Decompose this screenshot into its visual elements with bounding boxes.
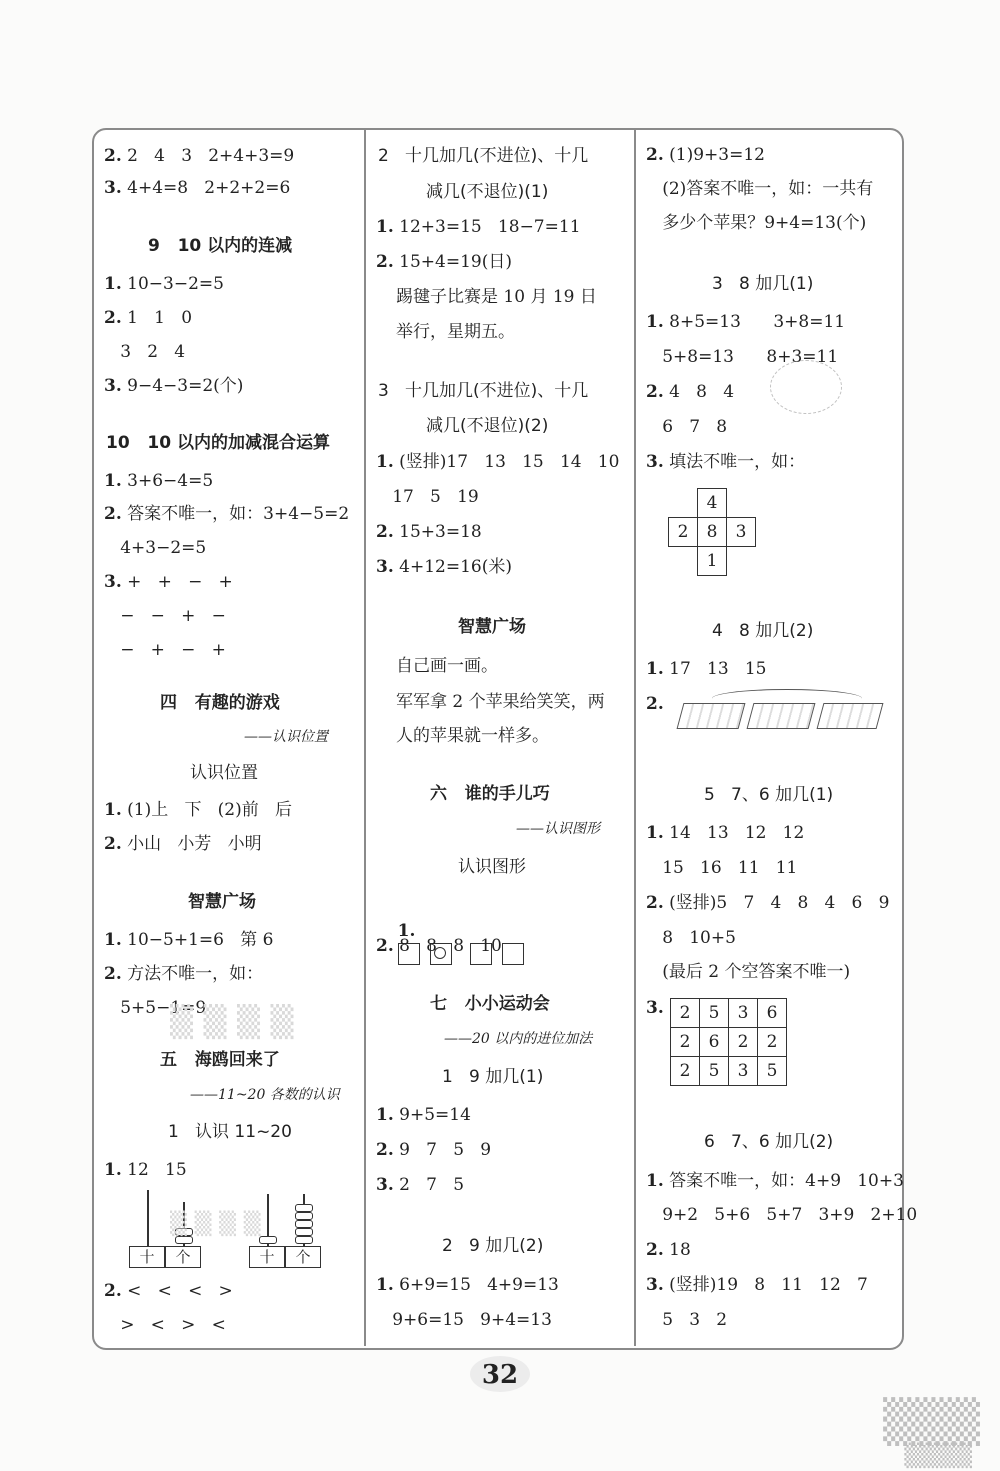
section-title: 智慧广场 <box>188 892 256 912</box>
answer-line: 6 7 8 <box>646 417 728 437</box>
answer-line: 2. <box>646 694 664 714</box>
grid-cell: 2 <box>671 999 700 1028</box>
answer-line: 多少个苹果？9+4=13(个) <box>646 213 867 233</box>
lesson-heading: 3 8 加几(1) <box>712 274 814 294</box>
lesson-heading: 1 9 加几(1) <box>442 1067 544 1087</box>
lesson-heading: 9 10 以内的连减 <box>148 236 293 256</box>
column-divider <box>634 128 636 1346</box>
unit-subtitle: ——20 以内的进位加法 <box>444 1031 593 1047</box>
answer-line: 2. 小山 小芳 小明 <box>104 834 262 854</box>
answer-line: 5+5−1=9 <box>104 998 207 1018</box>
answer-line: (最后 2 个空答案不唯一) <box>646 962 851 982</box>
grid-cell: 4 <box>698 489 727 518</box>
grid-cell: 3 <box>729 999 758 1028</box>
answer-line: 17 5 19 <box>376 487 479 507</box>
answer-line: 2. 答案不唯一，如：3+4−5=2 <box>104 504 350 524</box>
grid-cell: 3 <box>729 1057 758 1086</box>
lesson-heading: 4 8 加几(2) <box>712 621 814 641</box>
answer-line: 1. 12 15 <box>104 1160 187 1180</box>
answer-line: 2. 1 1 0 <box>104 308 193 328</box>
answer-line: 3. 4+12=16(米) <box>376 557 512 577</box>
answer-line: 1. (竖排)17 13 15 14 10 <box>376 452 620 472</box>
answer-line: 人的苹果就一样多。 <box>396 726 549 746</box>
answer-line: 5+8=13 8+3=11 <box>646 347 839 367</box>
grid-cell: 2 <box>671 1057 700 1086</box>
ones-label: 个 <box>165 1246 201 1268</box>
lesson-heading: 6 7、6 加几(2) <box>704 1132 834 1152</box>
ones-label: 个 <box>285 1246 321 1268</box>
answer-line: 8 10+5 <box>646 928 736 948</box>
answer-line: 2. 4 8 4 <box>646 382 735 402</box>
lesson-heading: 5 7、6 加几(1) <box>704 785 834 805</box>
answer-line: 举行，星期五。 <box>396 322 515 342</box>
answer-line: 3. + + − + <box>104 572 233 592</box>
lesson-heading: 10 10 以内的加减混合运算 <box>106 433 330 453</box>
answer-line: 1. 14 13 12 12 <box>646 823 805 843</box>
answer-line: 1. 3+6−4=5 <box>104 471 214 491</box>
grid-cell: 1 <box>698 547 727 576</box>
grid-cell: 2 <box>758 1028 787 1057</box>
grid-cell: 2 <box>729 1028 758 1057</box>
answer-line: 3. 2 7 5 <box>376 1175 465 1195</box>
grid-cell: 2 <box>669 518 698 547</box>
answer-line: > < > < <box>104 1315 226 1335</box>
watermark-logo: ▒ ▒ ▒ ▒ <box>170 1005 294 1040</box>
answer-line: 2. (竖排)5 7 4 8 4 6 9 <box>646 893 890 913</box>
answer-line: 1. 17 13 15 <box>646 659 767 679</box>
lesson-heading: 减几(不退位)(1) <box>426 182 549 202</box>
unit-title: 六 谁的手儿巧 <box>430 784 550 804</box>
answer-line: 2. 8 8 8 10 <box>376 936 502 956</box>
column-divider <box>364 128 366 1346</box>
answer-line: 2. (1)9+3=12 <box>646 145 765 165</box>
grid-cell: 5 <box>700 999 729 1028</box>
blocks-illustration <box>672 685 887 745</box>
cross-grid <box>668 488 756 576</box>
answer-line: 3. 9−4−3=2(个) <box>104 376 244 396</box>
grid-cell: 6 <box>700 1028 729 1057</box>
answer-line: 1. 10−5+1=6 第 6 <box>104 930 274 950</box>
answer-line: 1. 8+5=13 3+8=11 <box>646 312 846 332</box>
lesson-heading: 1 认识 11~20 <box>168 1122 292 1142</box>
answer-line: 1. 12+3=15 18−7=11 <box>376 217 581 237</box>
grid-cell: 3 <box>727 518 756 547</box>
grid-cell: 8 <box>698 518 727 547</box>
watermark-logo: ▒▒▒▒ <box>904 1444 972 1469</box>
lesson-heading: 认识位置 <box>190 763 258 783</box>
unit-subtitle: ——11~20 各数的认识 <box>190 1087 340 1103</box>
answer-line: 2. 18 <box>646 1240 691 1260</box>
unit-subtitle: ——认识图形 <box>516 821 600 837</box>
answer-line: 3. 4+4=8 2+2+2=6 <box>104 178 291 198</box>
answer-line: 2. 方法不唯一，如： <box>104 964 264 984</box>
lesson-heading: 2 9 加几(2) <box>442 1236 544 1256</box>
answer-line: 军军拿 2 个苹果给笑笑，两 <box>396 692 605 712</box>
unit-title: 四 有趣的游戏 <box>160 693 280 713</box>
answer-line: 自己画一画。 <box>396 656 498 676</box>
grid-cell: 5 <box>758 1057 787 1086</box>
answer-line: 1. (1)上 下 (2)前 后 <box>104 800 292 820</box>
answer-line: 3 2 4 <box>104 342 186 362</box>
tens-label: 十 <box>249 1246 285 1268</box>
answer-line: 4+3−2=5 <box>104 538 207 558</box>
lesson-heading: 减几(不退位)(2) <box>426 416 549 436</box>
number-grid <box>670 998 787 1086</box>
answer-line: − + − + <box>104 640 226 660</box>
answer-line: 3. (竖排)19 8 11 12 7 <box>646 1275 868 1295</box>
tens-label: 十 <box>129 1246 165 1268</box>
section-title: 智慧广场 <box>458 617 526 637</box>
unit-title: 七 小小运动会 <box>430 994 550 1014</box>
answer-line: 1. 6+9=15 4+9=13 <box>376 1275 559 1295</box>
answer-line: − − + − <box>104 606 226 626</box>
grid-cell: 6 <box>758 999 787 1028</box>
lesson-heading: 认识图形 <box>458 857 526 877</box>
unit-title: 五 海鸥回来了 <box>160 1050 280 1070</box>
grid-cell: 5 <box>700 1057 729 1086</box>
answer-line: 2. 2 4 3 2+4+3=9 <box>104 146 295 166</box>
answer-line: 9+6=15 9+4=13 <box>376 1310 552 1330</box>
answer-line: 2. < < < > <box>104 1281 233 1301</box>
answer-line: 1. 10−3−2=5 <box>104 274 224 294</box>
answer-line: 3. <box>646 998 664 1018</box>
answer-line: 15 16 11 11 <box>646 858 798 878</box>
answer-line: 2. 15+3=18 <box>376 522 482 542</box>
answer-line: 1. 9+5=14 <box>376 1105 471 1125</box>
answer-line: 2. 15+4=19(日) <box>376 252 512 272</box>
answer-line: (2)答案不唯一，如：一共有 <box>646 179 874 199</box>
unit-subtitle: ——认识位置 <box>244 729 328 745</box>
answer-line: 3. 填法不唯一，如： <box>646 452 806 472</box>
answer-line: 1. <box>376 898 534 987</box>
stamp-mark <box>770 360 842 414</box>
answer-line: 9+2 5+6 5+7 3+9 2+10 <box>646 1205 918 1225</box>
answer-line: 2. 9 7 5 9 <box>376 1140 492 1160</box>
grid-cell: 2 <box>671 1028 700 1057</box>
answer-line: 5 3 2 <box>646 1310 728 1330</box>
lesson-heading: 2 十几加几(不进位)、十几 <box>378 146 589 166</box>
answer-line: 1. 答案不唯一，如：4+9 10+3 <box>646 1171 904 1191</box>
watermark-logo: ▒ ▒ ▒ ▒ <box>170 1212 261 1237</box>
watermark-logo: ▒▒▒ <box>883 1397 980 1446</box>
square-shape <box>502 943 524 965</box>
answer-line: 踢毽子比赛是 10 月 19 日 <box>396 287 597 307</box>
page-number: 32 <box>481 1360 519 1390</box>
lesson-heading: 3 十几加几(不进位)、十几 <box>378 381 589 401</box>
